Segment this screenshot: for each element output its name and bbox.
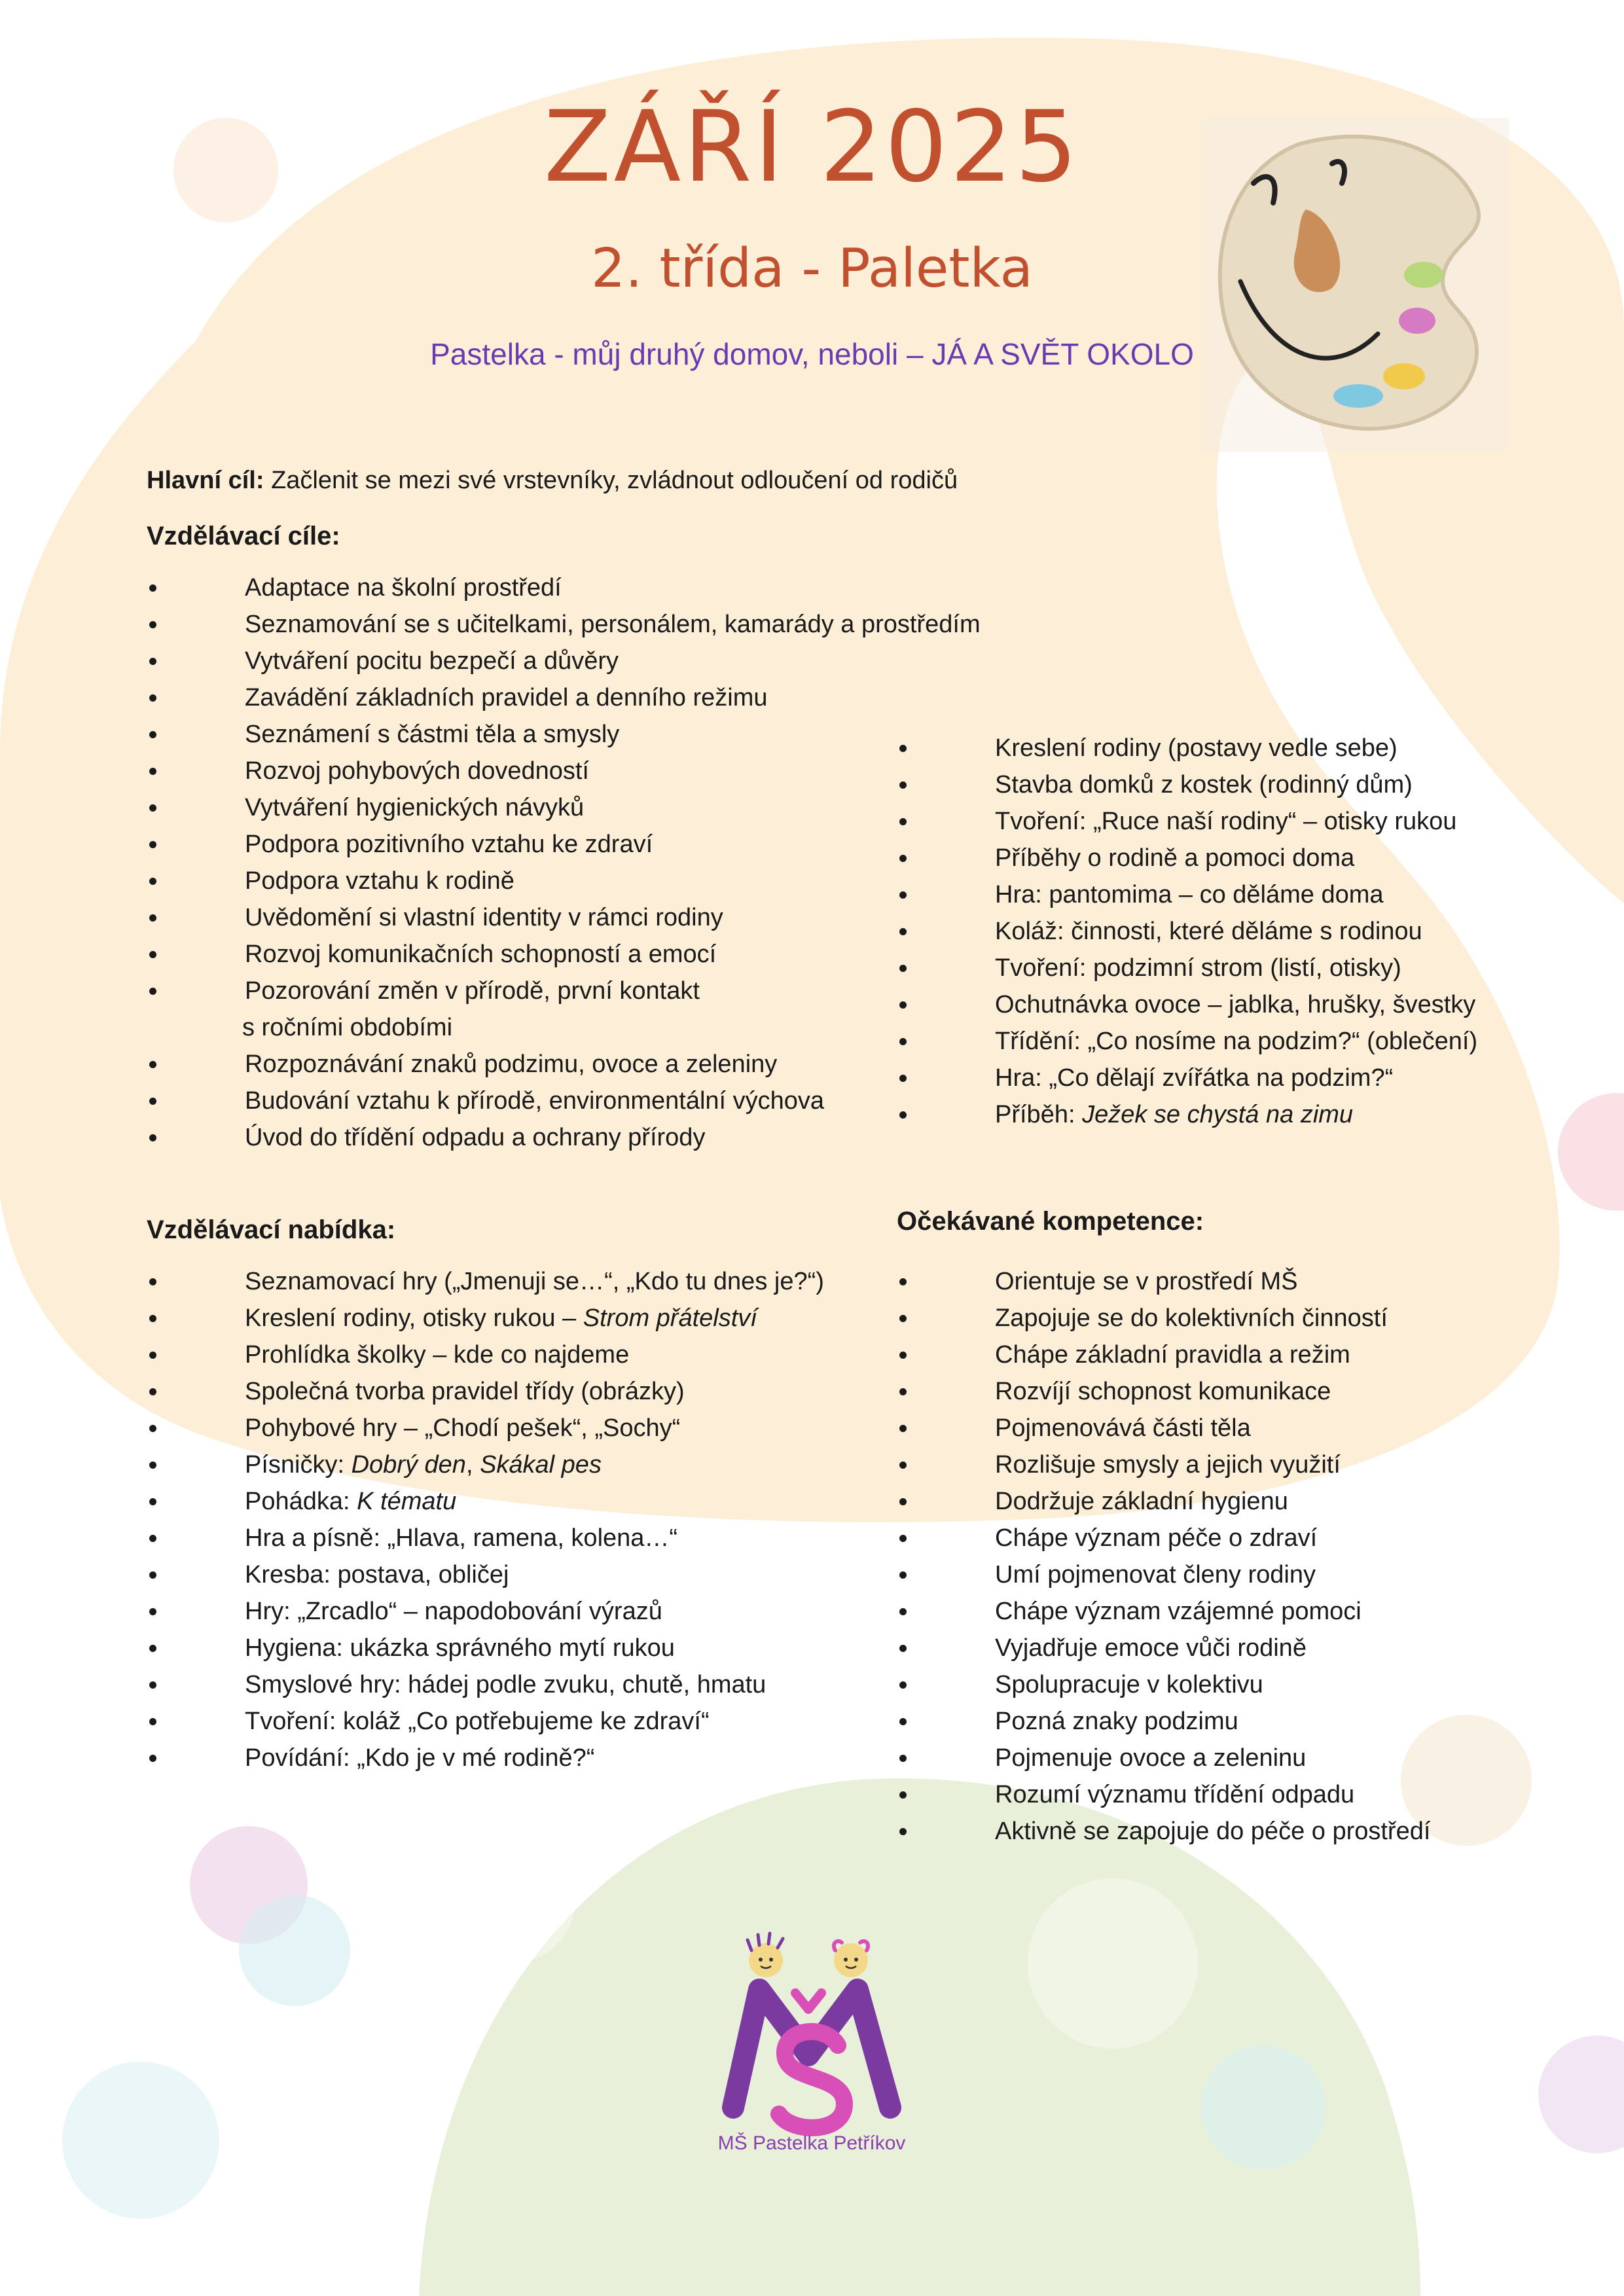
circle-white-left xyxy=(445,1833,576,1964)
list-item: Rozvíjí schopnost komunikace xyxy=(897,1373,1430,1410)
educational-offer-list xyxy=(147,1263,824,1776)
circle-white-right xyxy=(1028,1878,1198,2049)
list-item: Seznamovací hry („Jmenuji se…“, „Kdo tu dnes je?“) xyxy=(147,1263,824,1300)
list-item: Rozpoznávání znaků podzimu, ovoce a zeleniny xyxy=(147,1046,981,1083)
educational-goals-heading: Vzdělávací cíle: xyxy=(147,522,340,550)
list-item: Budování vztahu k přírodě, environmentální výchova xyxy=(147,1083,981,1119)
list-item: Příběhy o rodině a pomoci doma xyxy=(897,840,1477,876)
educational-goals-list xyxy=(147,569,981,1156)
competences-heading: Očekávané kompetence: xyxy=(897,1207,1204,1236)
story-title: Ježek se chystá na zimu xyxy=(1082,1101,1354,1128)
list-item: Seznamování se s učitelkami, personálem, kamarády a prostředím xyxy=(147,606,981,643)
list-item: Chápe základní pravidla a režim xyxy=(897,1336,1430,1373)
list-item xyxy=(147,973,981,1046)
main-goal-text: Začlenit se mezi své vrstevníky, zvládnout odloučení od rodičů xyxy=(271,467,958,494)
list-item: Kresba: postava, obličej xyxy=(147,1556,824,1593)
list-item: Adaptace na školní prostředí xyxy=(147,569,981,606)
list-item: Zapojuje se do kolektivních činností xyxy=(897,1300,1430,1336)
list-item xyxy=(147,1483,824,1520)
list-item: Spolupracuje v kolektivu xyxy=(897,1666,1430,1703)
list-item: Hry: „Zrcadlo“ – napodobování výrazů xyxy=(147,1593,824,1630)
list-item: Povídání: „Kdo je v mé rodině?“ xyxy=(147,1740,824,1776)
list-item-italic: K tématu xyxy=(357,1488,457,1515)
list-item: Orientuje se v prostředí MŠ xyxy=(897,1263,1430,1300)
list-item: Třídění: „Co nosíme na podzim?“ (oblečení) xyxy=(897,1023,1477,1060)
school-name: MŠ Pastelka Petříkov xyxy=(717,2132,906,2154)
list-item: Smyslové hry: hádej podle zvuku, chutě, hmatu xyxy=(147,1666,824,1703)
list-item: Vyjadřuje emoce vůči rodině xyxy=(897,1630,1430,1666)
list-item: Rozvoj komunikačních schopností a emocí xyxy=(147,936,981,973)
page-title: ZÁŘÍ 2025 xyxy=(543,90,1081,204)
list-item: Pojmenovává části těla xyxy=(897,1410,1430,1446)
educational-offer-heading: Vzdělávací nabídka: xyxy=(147,1215,396,1244)
list-item: Podpora pozitivního vztahu ke zdraví xyxy=(147,826,981,863)
circle-lilac-right xyxy=(1538,2036,1624,2153)
list-item: Ochutnávka ovoce – jablka, hrušky, švestky xyxy=(897,986,1477,1023)
list-item: Umí pojmenovat členy rodiny xyxy=(897,1556,1430,1593)
list-item: Tvoření: podzimní strom (listí, otisky) xyxy=(897,950,1477,986)
main-goal xyxy=(147,466,958,496)
green-blob xyxy=(419,1778,1420,2296)
list-item: Pojmenuje ovoce a zeleninu xyxy=(897,1740,1430,1776)
main-goal-label: Hlavní cíl: xyxy=(147,467,264,494)
list-item: Rozlišuje smysly a jejich využití xyxy=(897,1446,1430,1483)
circle-blue-right xyxy=(1201,2045,1326,2170)
circle-blue-bottom xyxy=(62,2062,219,2219)
list-item: Uvědomění si vlastní identity v rámci rodiny xyxy=(147,899,981,936)
competences-list xyxy=(897,1263,1430,1850)
activities-list-right xyxy=(897,730,1477,1133)
school-logo xyxy=(713,1931,916,2160)
class-name: 2. třída - Paletka xyxy=(591,238,1033,300)
circle-blue-left xyxy=(239,1895,350,2006)
circle-pink-right xyxy=(1558,1093,1624,1211)
song-title: Skákal pes xyxy=(480,1451,602,1479)
list-item-label: Písničky: xyxy=(245,1451,345,1479)
list-item: Stavba domků z kostek (rodinný dům) xyxy=(897,766,1477,803)
list-item: Pozná znaky podzimu xyxy=(897,1703,1430,1740)
list-item-label: Příběh: xyxy=(995,1101,1075,1128)
separator: , xyxy=(465,1451,480,1479)
list-item: Seznámení s částmi těla a smysly xyxy=(147,716,981,753)
list-item: Dodržuje základní hygienu xyxy=(897,1483,1430,1520)
list-item-label: Kreslení rodiny, otisky rukou – xyxy=(245,1304,577,1332)
list-item-italic: Strom přátelství xyxy=(583,1304,757,1332)
list-item: Vytváření hygienických návyků xyxy=(147,789,981,826)
list-item-line: Pozorování změn v přírodě, první kontakt xyxy=(245,977,700,1005)
list-item: Kreslení rodiny (postavy vedle sebe) xyxy=(897,730,1477,766)
list-item xyxy=(147,1446,824,1483)
list-item: Koláž: činnosti, které děláme s rodinou xyxy=(897,913,1477,950)
list-item: Aktivně se zapojuje do péče o prostředí xyxy=(897,1813,1430,1850)
list-item: Podpora vztahu k rodině xyxy=(147,863,981,899)
list-item: Zavádění základních pravidel a denního režimu xyxy=(147,679,981,716)
list-item: Vytváření pocitu bezpečí a důvěry xyxy=(147,643,981,679)
list-item: Prohlídka školky – kde co najdeme xyxy=(147,1336,824,1373)
list-item: Rozvoj pohybových dovedností xyxy=(147,753,981,789)
list-item: Hra a písně: „Hlava, ramena, kolena…“ xyxy=(147,1520,824,1556)
list-item: Tvoření: koláž „Co potřebujeme ke zdraví“ xyxy=(147,1703,824,1740)
theme-subtitle: Pastelka - můj druhý domov, neboli – JÁ A SVĚT OKOLO xyxy=(430,337,1194,371)
list-item: Hra: „Co dělají zvířátka na podzim?“ xyxy=(897,1060,1477,1096)
list-item: Pohybové hry – „Chodí pešek“, „Sochy“ xyxy=(147,1410,824,1446)
list-item xyxy=(147,1300,824,1336)
list-item: Chápe význam vzájemné pomoci xyxy=(897,1593,1430,1630)
list-item: Společná tvorba pravidel třídy (obrázky) xyxy=(147,1373,824,1410)
list-item: Hra: pantomima – co děláme doma xyxy=(897,876,1477,913)
list-item: Chápe význam péče o zdraví xyxy=(897,1520,1430,1556)
list-item: Úvod do třídění odpadu a ochrany přírody xyxy=(147,1119,981,1156)
list-item: Rozumí významu třídění odpadu xyxy=(897,1776,1430,1813)
song-title: Dobrý den xyxy=(351,1451,466,1479)
list-item xyxy=(897,1096,1477,1133)
list-item: Hygiena: ukázka správného mytí rukou xyxy=(147,1630,824,1666)
list-item-label: Pohádka: xyxy=(245,1488,350,1515)
list-item: Tvoření: „Ruce naší rodiny“ – otisky rukou xyxy=(897,803,1477,840)
list-item-continuation: s ročními obdobími xyxy=(242,1014,453,1041)
